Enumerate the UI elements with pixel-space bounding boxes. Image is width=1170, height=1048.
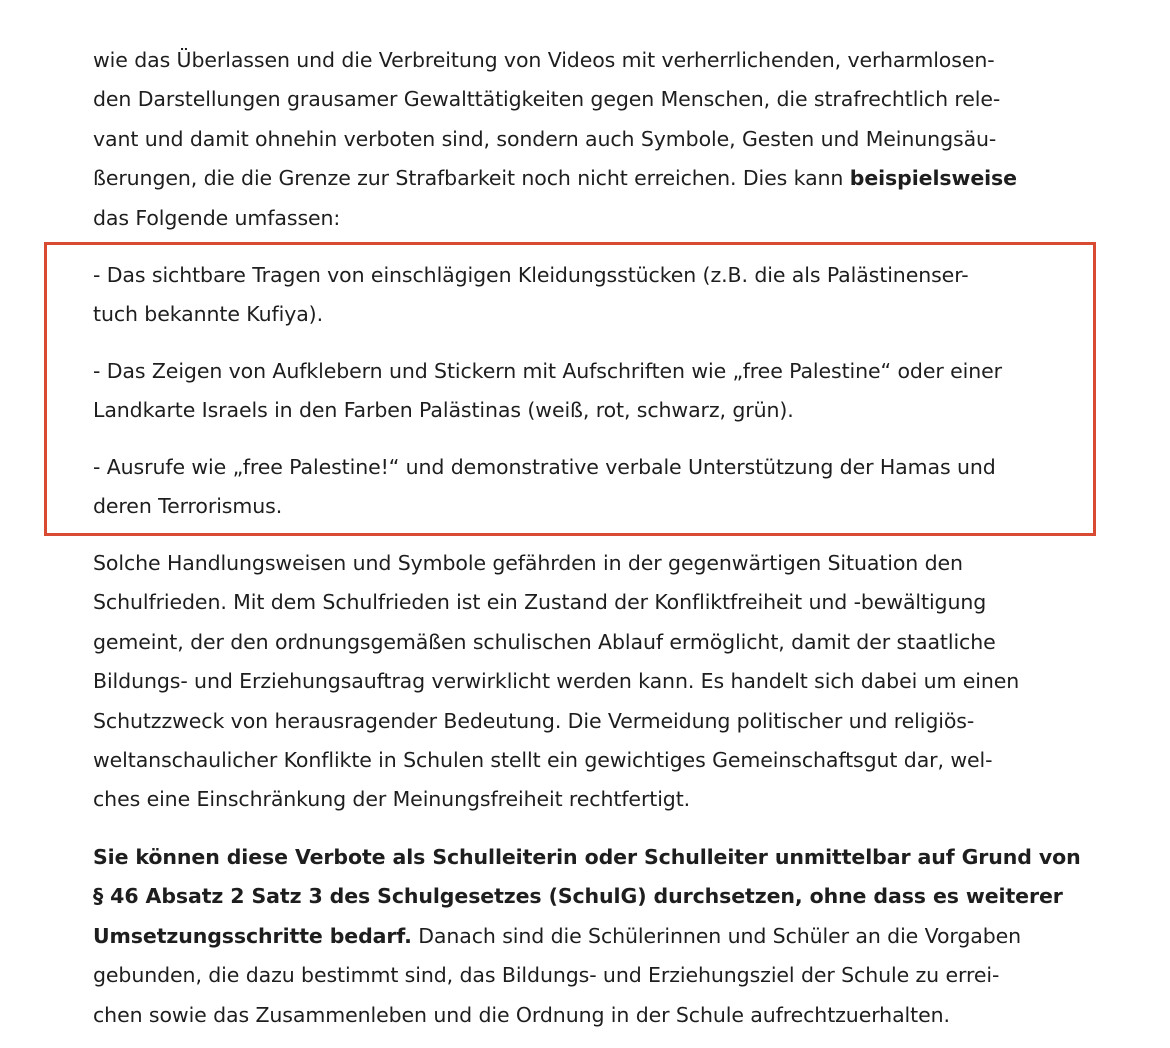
text-line: den Darstellungen grausamer Gewalttätigkeiten gegen Menschen, die strafrechtlich rele- [93,87,1001,112]
text-line: ches eine Einschränkung der Meinungsfreiheit rechtfertigt. [93,787,691,812]
bold-text: beispielsweise [849,166,1017,191]
text-line: Schutzzweck von herausragender Bedeutung. Die Vermeidung politischer und religiös- [93,708,975,733]
bold-text-line: Sie können diese Verbote als Schulleiterin oder Schulleiter unmittelbar auf Grund von [93,845,1081,869]
text-line: chen sowie das Zusammenleben und die Ordnung in der Schule aufrechtzuerhalten. [93,1002,950,1027]
bold-text-line: § 46 Absatz 2 Satz 3 des Schulgesetzes (SchulG) durchsetzen, ohne dass es weiterer [93,884,1063,909]
text-line: wie das Überlassen und die Verbreitung von Videos mit verherrlichenden, verharmlosen- [93,48,995,72]
text-line: vant und damit ohnehin verboten sind, sondern auch Symbole, Gesten und Meinungsäu- [93,126,997,151]
text-line: Bildungs- und Erziehungsauftrag verwirklicht werden kann. Es handelt sich dabei um einen [93,669,1020,694]
text-line: weltanschaulicher Konflikte in Schulen stellt ein gewichtiges Gemeinschaftsgut dar, wel- [93,748,993,773]
text-line: gebunden, die dazu bestimmt sind, das Bildungs- und Erziehungsziel der Schule zu errei- [93,963,1000,988]
text-line: - Das sichtbare Tragen von einschlägigen Kleidungsstücken (z.B. die als Palästinenser- [93,263,969,287]
list-item-stickers [93,352,1093,431]
text-segment: Danach sind die Schülerinnen und Schüler an die Vorgaben [411,923,1022,948]
text-line: Landkarte Israels in den Farben Palästinas (weiß, rot, schwarz, grün). [93,398,794,423]
text-line: tuch bekannte Kufiya). [93,302,323,327]
bold-text: Umsetzungsschritte bedarf. [93,923,412,948]
text-line: deren Terrorismus. [93,494,283,519]
paragraph-enforcement [93,838,1093,1035]
text-line [93,917,1093,956]
text-line: das Folgende umfassen: [93,205,341,230]
text-line: Schulfrieden. Mit dem Schulfrieden ist ein Zustand der Konfliktfreiheit und -bewältigung [93,590,987,615]
text-line: - Ausrufe wie „free Palestine!“ und demonstrative verbale Unterstützung der Hamas und [93,455,996,479]
text-line: gemeint, der den ordnungsgemäßen schulischen Ablauf ermöglicht, damit der staatliche [93,629,996,654]
list-item-exclamations [93,448,1093,527]
paragraph-school-peace [93,544,1093,820]
text-line: Solche Handlungsweisen und Symbole gefährden in der gegenwärtigen Situation den [93,551,963,575]
list-item-clothing [93,256,1093,335]
text-segment: ßerungen, die die Grenze zur Strafbarkeit noch nicht erreichen. Dies kann [93,166,850,191]
paragraph-intro [93,41,1093,238]
text-line [93,159,1093,198]
text-line: - Das Zeigen von Aufklebern und Stickern mit Aufschriften wie „free Palestine“ oder einer [93,359,1002,383]
